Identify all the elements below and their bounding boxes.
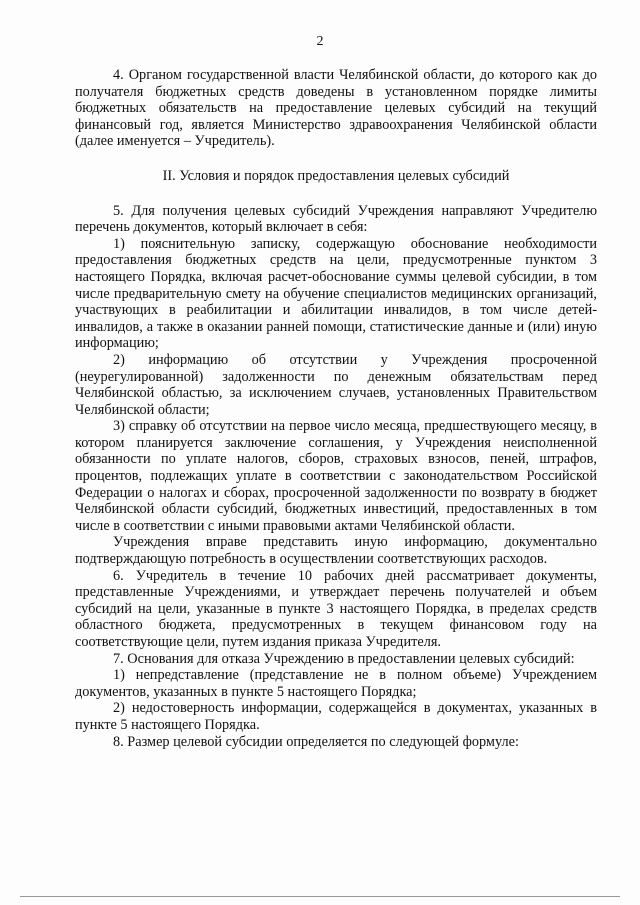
paragraph-7-item-2: 2) недостоверность информации, содержащейся в документах, указанных в пункте 5 настоящего Порядка. (75, 700, 597, 733)
paragraph-7-item-1: 1) непредставление (представление не в полном объеме) Учреждением документов, указанных в пункте 5 настоящего Порядка; (75, 667, 597, 700)
paragraph-5: 5. Для получения целевых субсидий Учреждения направляют Учредителю перечень документов, который включает в себя: (75, 202, 597, 236)
paragraph-4: 4. Органом государственной власти Челябинской области, до которого как до получателя бюджетных средств доведены в установленном порядке лимиты бюджетных обязательств на предоставление целевых субсидий на текущий финансовый год, является Министерство здравоохранения Челябинской области (далее именуется – Учредитель). (75, 67, 597, 150)
paragraph-7: 7. Основания для отказа Учреждению в предоставлении целевых субсидий: (113, 650, 575, 667)
section-heading: II. Условия и порядок предоставления целевых субсидий (162, 167, 510, 184)
paragraph-5-item-2: 2) информацию об отсутствии у Учреждения просроченной (неурегулированной) задолженности по денежным обязательствам перед Челябинской областью, за исключением случаев, установленных Правительством Челябинской области; (75, 351, 597, 418)
page-number: 2 (316, 34, 324, 49)
scan-bottom-edge (20, 896, 620, 897)
paragraph-5-note: Учреждения вправе представить иную информацию, документально подтверждающую потребность в осуществлении соответствующих расходов. (75, 534, 597, 568)
paragraph-5-item-1: 1) пояснительную записку, содержащую обоснование необходимости предоставления бюджетных средств на цели, предусмотренные пунктом 3 настоящего Порядка, включая расчет-обоснование суммы целевой субсидии, в том числе предварительную смету на обучение специалистов медицинских организаций, участвующих в реабилитации и абилитации инвалидов, в том числе детей-инвалидов, а также в оказании ранней помощи, статистические данные и (или) иную информацию; (75, 235, 597, 352)
paragraph-6: 6. Учредитель в течение 10 рабочих дней рассматривает документы, представленные Учреждениями, и утверждает перечень получателей и объем субсидий на цели, указанные в пункте 3 настоящего Порядка, в пределах средств областного бюджета, предусмотренных в текущем финансовом году на соответствующие цели, путем издания приказа Учредителя. (75, 567, 597, 650)
paragraph-8: 8. Размер целевой субсидии определяется по следующей формуле: (113, 733, 519, 750)
paragraph-5-item-3: 3) справку об отсутствии на первое число месяца, предшествующего месяцу, в котором планируется заключение соглашения, у Учреждения неисполненной обязанности по уплате налогов, сборов, страховых взносов, пеней, штрафов, процентов, подлежащих уплате в соответствии с законодательством Российской Федерации о налогах и сборах, просроченной задолженности по возврату в бюджет Челябинской области субсидий, бюджетных инвестиций, предоставленных в том числе в соответствии с иными правовыми актами Челябинской области. (75, 418, 597, 534)
document-body (75, 67, 597, 750)
